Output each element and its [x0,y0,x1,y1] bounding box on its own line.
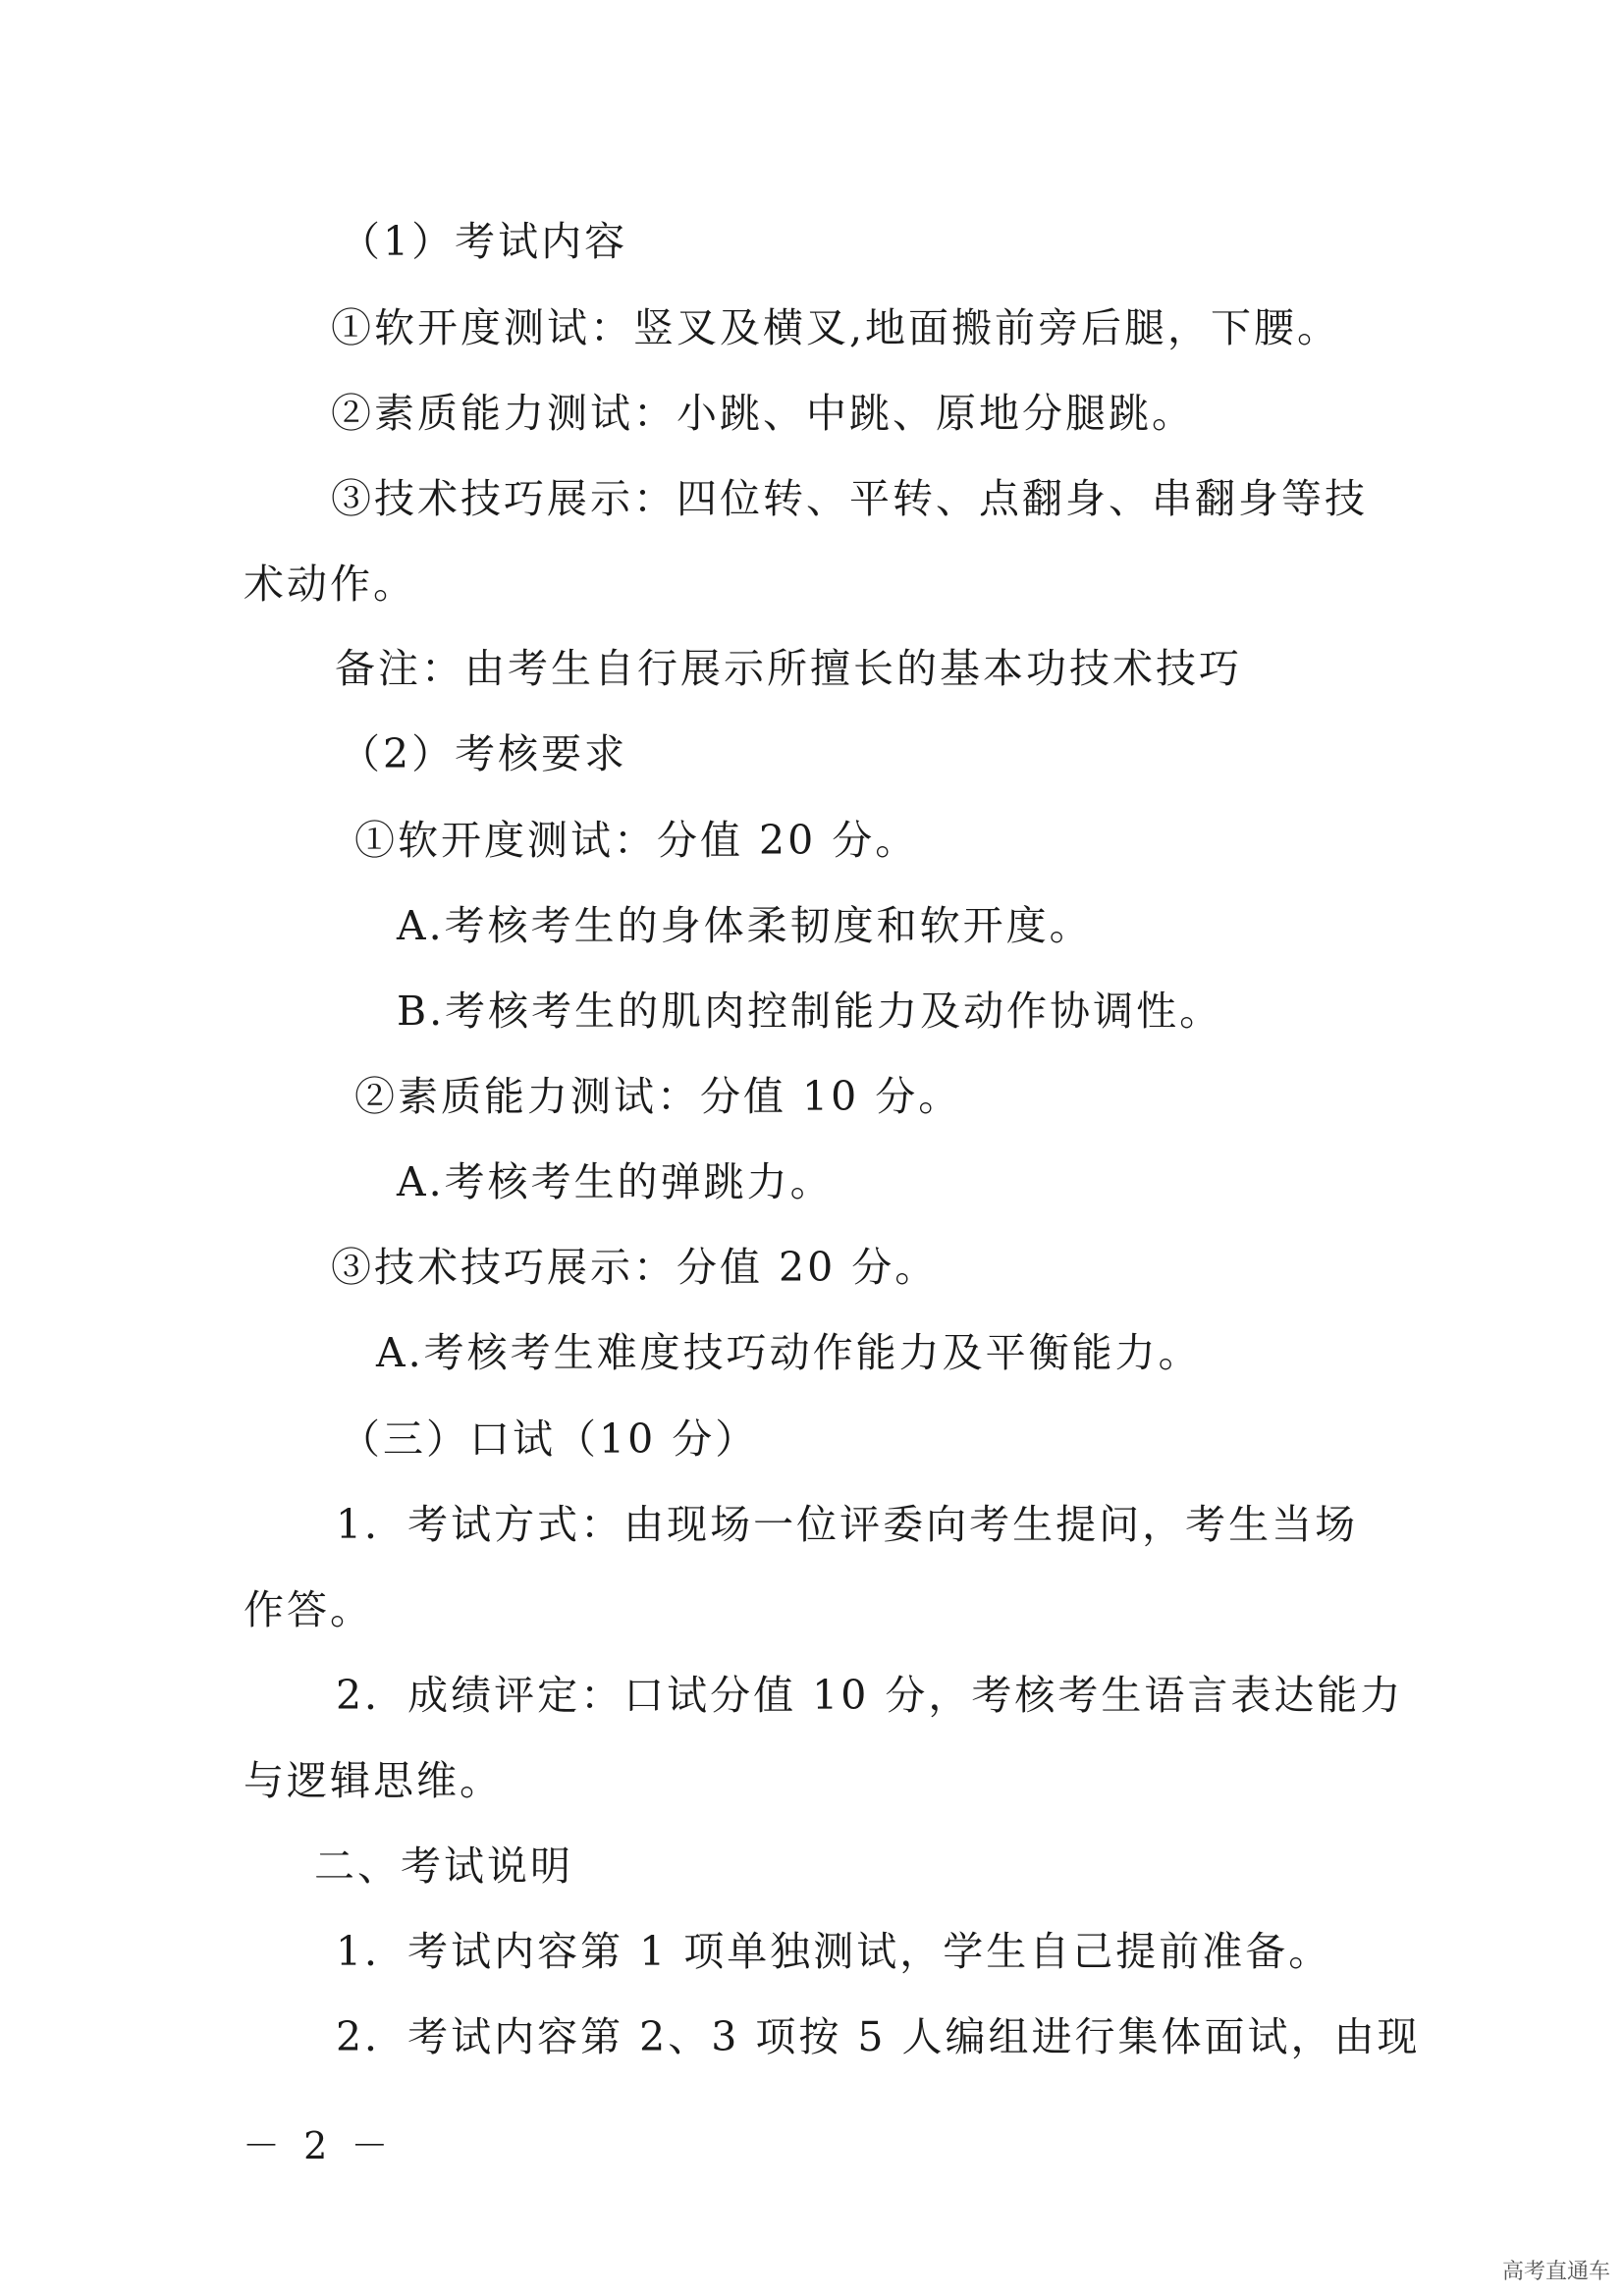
section-heading: （三）口试（10 分） [340,1415,759,1463]
paragraph-line: 与逻辑思维。 [244,1757,503,1804]
paragraph-line: ①软开度测试：分值 20 分。 [354,817,919,864]
watermark: 高考直通车 [1501,2260,1610,2284]
subsection-heading: （1）考试内容 [340,218,628,265]
paragraph-line: ③技术技巧展示：分值 20 分。 [331,1244,939,1291]
paragraph-line: 1．考试内容第 1 项单独测试，学生自己提前准备。 [336,1928,1332,1975]
paragraph-line: 备注：由考生自行展示所擅长的基本功技术技巧 [335,645,1242,692]
subsection-heading: （2）考核要求 [340,730,628,777]
paragraph-line: B.考核考生的肌肉控制能力及动作协调性。 [397,988,1223,1035]
paragraph-line: ①软开度测试：竖叉及横叉,地面搬前旁后腿，下腰。 [331,304,1341,351]
paragraph-line: ②素质能力测试：小跳、中跳、原地分腿跳。 [331,390,1195,437]
section-heading: 二、考试说明 [314,1842,573,1890]
paragraph-line: 2．考试内容第 2、3 项按 5 人编组进行集体面试，由现 [336,2013,1421,2060]
paragraph-line: A.考核考生的身体柔韧度和软开度。 [397,902,1093,949]
paragraph-line: 1．考试方式：由现场一位评委向考生提问，考生当场 [336,1501,1359,1548]
paragraph-line: 2．成绩评定：口试分值 10 分，考核考生语言表达能力 [336,1672,1404,1719]
paragraph-line: A.考核考生难度技巧动作能力及平衡能力。 [376,1329,1202,1376]
paragraph-line: 作答。 [244,1586,373,1633]
paragraph-line: 术动作。 [244,561,416,608]
paragraph-line: ②素质能力测试：分值 10 分。 [354,1073,962,1120]
paragraph-line: ③技术技巧展示：四位转、平转、点翻身、串翻身等技 [331,475,1368,522]
page-number: － 2 － [243,2124,395,2167]
paragraph-line: A.考核考生的弹跳力。 [397,1158,834,1205]
